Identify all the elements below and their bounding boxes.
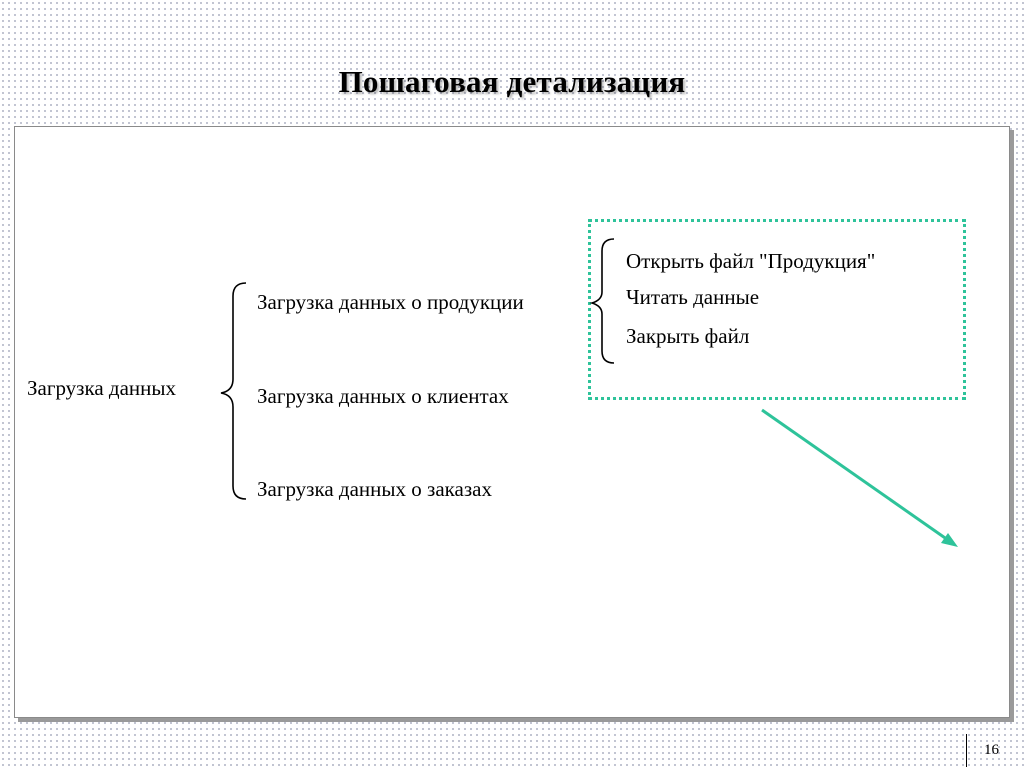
level1-node-products: Загрузка данных о продукции [257, 290, 524, 314]
level2-node-open-file: Открыть файл "Продукция" [626, 249, 876, 273]
level2-node-read-data: Читать данные [626, 285, 760, 309]
diagram-panel [14, 126, 1010, 718]
level2-node-close-file: Закрыть файл [626, 324, 750, 348]
page-number: 16 [984, 742, 999, 758]
page-number-divider [966, 734, 967, 767]
detail-highlight-box [588, 219, 966, 400]
level1-node-clients: Загрузка данных о клиентах [257, 384, 509, 408]
level1-node-orders: Загрузка данных о заказах [257, 477, 492, 501]
slide-title: Пошаговая детализация [338, 64, 686, 99]
root-node-label: Загрузка данных [27, 376, 177, 400]
